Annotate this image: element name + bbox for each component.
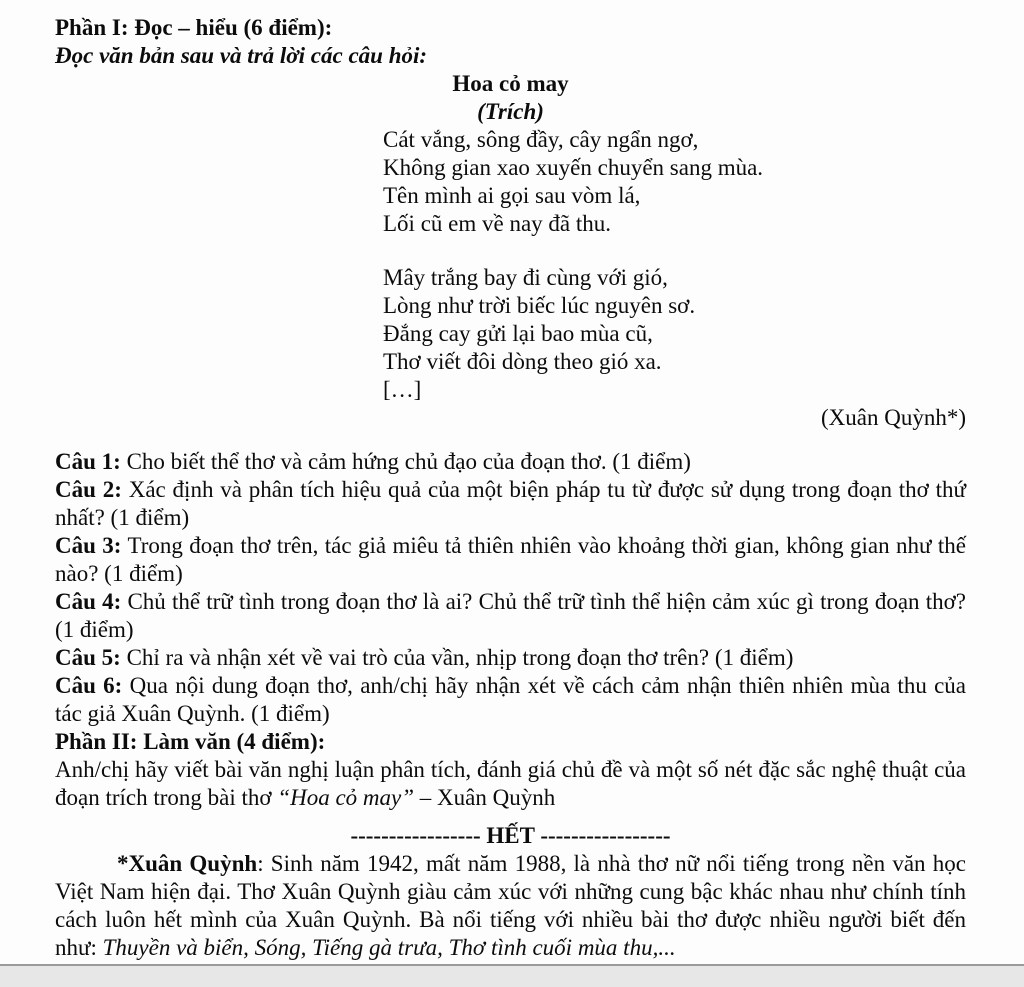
essay-prompt-author: – Xuân Quỳnh <box>414 785 556 810</box>
question-label: Câu 5: <box>55 645 121 670</box>
essay-prompt <box>55 756 966 812</box>
question-4 <box>55 588 966 644</box>
question-text: Chủ thể trữ tình trong đoạn thơ là ai? Chủ thể trữ tình thể hiện cảm xúc gì trong đoạn thơ? (1 điểm) <box>55 589 966 642</box>
question-label: Câu 3: <box>55 533 122 558</box>
poem-line: Lối cũ em về nay đã thu. <box>383 211 612 236</box>
author-footnote <box>55 850 966 962</box>
question-label: Câu 1: <box>55 449 121 474</box>
page-bottom-shadow <box>0 966 1024 987</box>
poem-attribution: (Xuân Quỳnh*) <box>821 405 966 430</box>
footnote-bio-text: : Sinh năm 1942, mất năm 1988, là nhà thơ nữ nổi tiếng trong nền văn học Việt Nam hiện đại. Thơ Xuân Quỳnh giàu cảm xúc với những cung bậc khác nhau như chính tính cách luôn hết mình của Xuân Quỳnh. Bà nổi tiếng với nhiều bài thơ được nhiều người biết đến như: <box>55 851 966 960</box>
question-label: Câu 2: <box>55 477 122 502</box>
question-label: Câu 4: <box>55 589 122 614</box>
stanza-gap <box>55 238 966 264</box>
poem-line: Cát vắng, sông đầy, cây ngẩn ngơ, <box>383 127 699 152</box>
poem-line: Không gian xao xuyến chuyển sang mùa. <box>383 155 764 180</box>
part1-heading: Phần I: Đọc – hiểu (6 điểm): <box>55 15 333 40</box>
part2-heading: Phần II: Làm văn (4 điểm): <box>55 729 326 754</box>
poem-line: Đắng cay gửi lại bao mùa cũ, <box>383 321 653 346</box>
question-1 <box>55 448 966 476</box>
question-label: Câu 6: <box>55 673 123 698</box>
poem-line: Lòng như trời biếc lúc nguyên sơ. <box>383 293 696 318</box>
question-3 <box>55 532 966 588</box>
footnote-author-name: *Xuân Quỳnh <box>117 851 258 876</box>
essay-prompt-text: Anh/chị hãy viết bài văn nghị luận phân tích, đánh giá chủ đề và một số nét đặc sắc nghệ thuật của đoạn trích trong bài thơ <box>55 757 966 810</box>
poem-title: Hoa cỏ may <box>452 71 569 96</box>
end-marker: ----------------- HẾT ----------------- <box>350 823 671 848</box>
poem-subtitle: (Trích) <box>477 99 544 124</box>
poem-stanza-2 <box>383 264 966 404</box>
footnote-works-list: Thuyền và biển, Sóng, Tiếng gà trưa, Thơ tình cuối mùa thu,... <box>102 935 676 960</box>
question-text: Trong đoạn thơ trên, tác giả miêu tả thiên nhiên vào khoảng thời gian, không gian như thế nào? (1 điểm) <box>55 533 966 586</box>
question-5 <box>55 644 966 672</box>
spacer <box>55 432 966 448</box>
question-text: Chỉ ra và nhận xét về vai trò của vần, nhịp trong đoạn thơ trên? (1 điểm) <box>120 645 794 670</box>
question-text: Cho biết thể thơ và cảm hứng chủ đạo của đoạn thơ. (1 điểm) <box>120 449 691 474</box>
essay-poem-title: “Hoa cỏ may” <box>277 785 415 810</box>
spacer <box>55 812 966 822</box>
question-text: Xác định và phân tích hiệu quả của một biện pháp tu từ được sử dụng trong đoạn thơ thứ nhất? (1 điểm) <box>55 477 967 530</box>
part1-instruction: Đọc văn bản sau và trả lời các câu hỏi: <box>55 43 428 68</box>
question-text: Qua nội dung đoạn thơ, anh/chị hãy nhận xét về cách cảm nhận thiên nhiên mùa thu của tác giả Xuân Quỳnh. (1 điểm) <box>55 673 967 726</box>
poem-line: Tên mình ai gọi sau vòm lá, <box>383 183 641 208</box>
poem-line: Thơ viết đôi dòng theo gió xa. <box>383 349 662 374</box>
poem-ellipsis: […] <box>383 377 422 402</box>
question-2 <box>55 476 966 532</box>
poem-line: Mây trắng bay đi cùng với gió, <box>383 265 668 290</box>
poem-stanza-1 <box>383 126 966 238</box>
question-6 <box>55 672 966 728</box>
